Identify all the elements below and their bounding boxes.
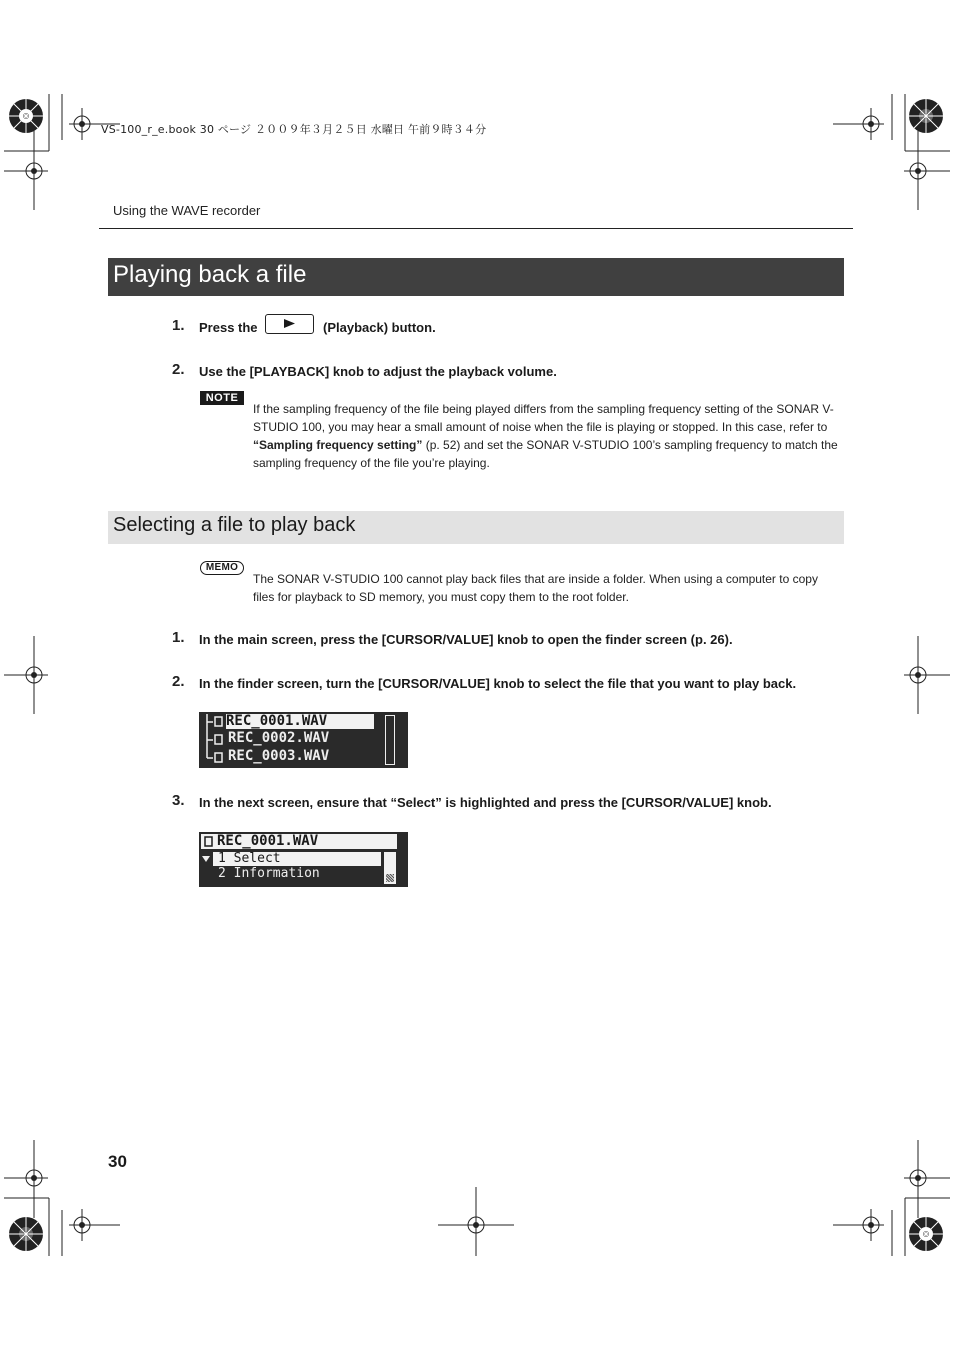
step-text: In the main screen, press the [CURSOR/VALUE] knob to open the finder screen (p. 26). [199, 632, 733, 647]
finder-screen-lcd [199, 712, 408, 768]
lcd-scrollbar [384, 852, 396, 884]
lcd-file-row: REC_0001.WAV [226, 714, 374, 729]
lcd-file-row: REC_0002.WAV [228, 730, 330, 746]
step-text: (Playback) button. [323, 320, 436, 335]
file-icon [204, 836, 214, 847]
note-text: If the sampling frequency of the file being played differs from the sampling frequency setting of the SONAR V-STUDIO 100, you may hear a small amount of noise when the file is playing or stopped. In this case, refer to “Sampling frequency setting” (p. 52) and set the SONAR V-STUDIO 100’s sampling frequency to match the sampling frequency of the file you’re playing. [253, 402, 838, 470]
note-reference: “Sampling frequency setting” [253, 438, 423, 452]
lcd-menu-item-select: 1 Select [218, 851, 281, 866]
section-heading-playing-back [108, 258, 844, 296]
lcd-title: REC_0001.WAV [217, 833, 319, 849]
step-number: 2. [172, 361, 185, 378]
playback-button-icon [265, 314, 314, 334]
lcd-scroll-thumb [386, 874, 394, 882]
note-badge: NOTE [200, 391, 244, 405]
step-text: In the finder screen, turn the [CURSOR/VALUE] knob to select the file that you want to play back. [199, 676, 797, 691]
page-number: 30 [108, 1152, 127, 1171]
step-number: 1. [172, 629, 185, 646]
step-text: Use the [PLAYBACK] knob to adjust the playback volume. [199, 364, 557, 379]
section-title: Playing back a file [113, 261, 307, 288]
header-rule [99, 228, 853, 229]
section-title: Selecting a file to play back [113, 514, 356, 536]
menu-screen-lcd [199, 832, 408, 887]
lcd-scrollbar [385, 715, 395, 765]
memo-text: The SONAR V-STUDIO 100 cannot play back files that are inside a folder. When using a computer to copy files for playback to SD memory, you must copy them to the root folder. [253, 572, 818, 604]
play-icon [284, 319, 296, 328]
step-number: 2. [172, 673, 185, 690]
running-head: Using the WAVE recorder [113, 203, 261, 218]
step-text: In the next screen, ensure that “Select” is highlighted and press the [CURSOR/VALUE] knob. [199, 795, 772, 810]
memo-badge: MEMO [200, 561, 244, 575]
section-heading-selecting-file [108, 511, 844, 544]
cursor-arrow-icon [202, 856, 211, 863]
step-number: 3. [172, 792, 185, 809]
lcd-menu-item-information: 2 Information [218, 866, 320, 881]
step-text: Press the [199, 320, 258, 335]
step-number: 1. [172, 317, 185, 334]
file-tree-icon [203, 714, 225, 766]
print-header: VS-100_r_e.book 30 ページ ２００９年３月２５日 水曜日 午前９時３４分 [101, 123, 487, 136]
lcd-file-row: REC_0003.WAV [228, 748, 330, 764]
